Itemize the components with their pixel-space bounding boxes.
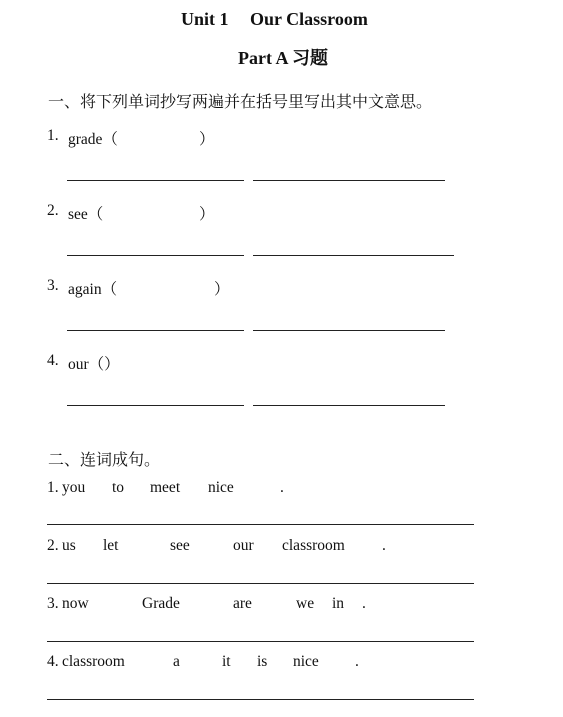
scramble-word: a [173,653,180,670]
copy-line [67,405,244,406]
answer-line [47,699,474,700]
scramble-word: you [62,479,86,496]
copy-line [67,180,244,181]
s2-item-number: 2. [47,537,59,554]
scramble-word: to [112,479,125,496]
scramble-word: now [62,595,89,612]
s1-item-close-paren: ） [199,131,215,148]
section2-heading: 二、连词成句。 [48,450,161,469]
copy-line [253,330,445,331]
scramble-word: is [257,653,268,670]
scramble-word: nice [293,653,319,670]
s1-item-number: 4. [47,352,59,369]
scramble-word: our [233,537,254,554]
scramble-word: . [280,479,284,496]
s1-item-word: see（ [68,206,104,223]
s1-item-word: again（ [68,281,118,298]
s1-item-number: 1. [47,127,59,144]
scramble-word: it [222,653,231,670]
unit-label: Unit 1 [181,9,229,29]
scramble-word: meet [150,479,181,496]
s2-item-number: 3. [47,595,59,612]
scramble-word: are [233,595,252,612]
part-title: Part A 习题 [238,48,328,68]
copy-line [253,180,445,181]
scramble-word: classroom [62,653,125,670]
scramble-word: classroom [282,537,345,554]
answer-line [47,524,474,525]
copy-line [67,330,244,331]
copy-line [253,405,445,406]
scramble-word: . [355,653,359,670]
answer-line [47,641,474,642]
scramble-word: Grade [142,595,180,612]
scramble-word: in [332,595,345,612]
s1-item-word: grade（ [68,131,118,148]
s1-item-word: our（） [68,356,120,373]
s1-item-close-paren: ） [214,281,230,298]
s2-item-number: 1. [47,479,59,496]
scramble-word: see [170,537,190,554]
section1-heading: 一、将下列单词抄写两遍并在括号里写出其中文意思。 [48,92,433,111]
unit-topic: Our Classroom [250,9,368,29]
copy-line [67,255,244,256]
scramble-word: . [382,537,386,554]
scramble-word: nice [208,479,234,496]
answer-line [47,583,474,584]
s2-item-number: 4. [47,653,59,670]
scramble-word: let [103,537,119,554]
copy-line [253,255,454,256]
s1-item-number: 3. [47,277,59,294]
scramble-word: . [362,595,366,612]
s1-item-number: 2. [47,202,59,219]
scramble-word: us [62,537,76,554]
s1-item-close-paren: ） [199,206,215,223]
scramble-word: we [296,595,315,612]
